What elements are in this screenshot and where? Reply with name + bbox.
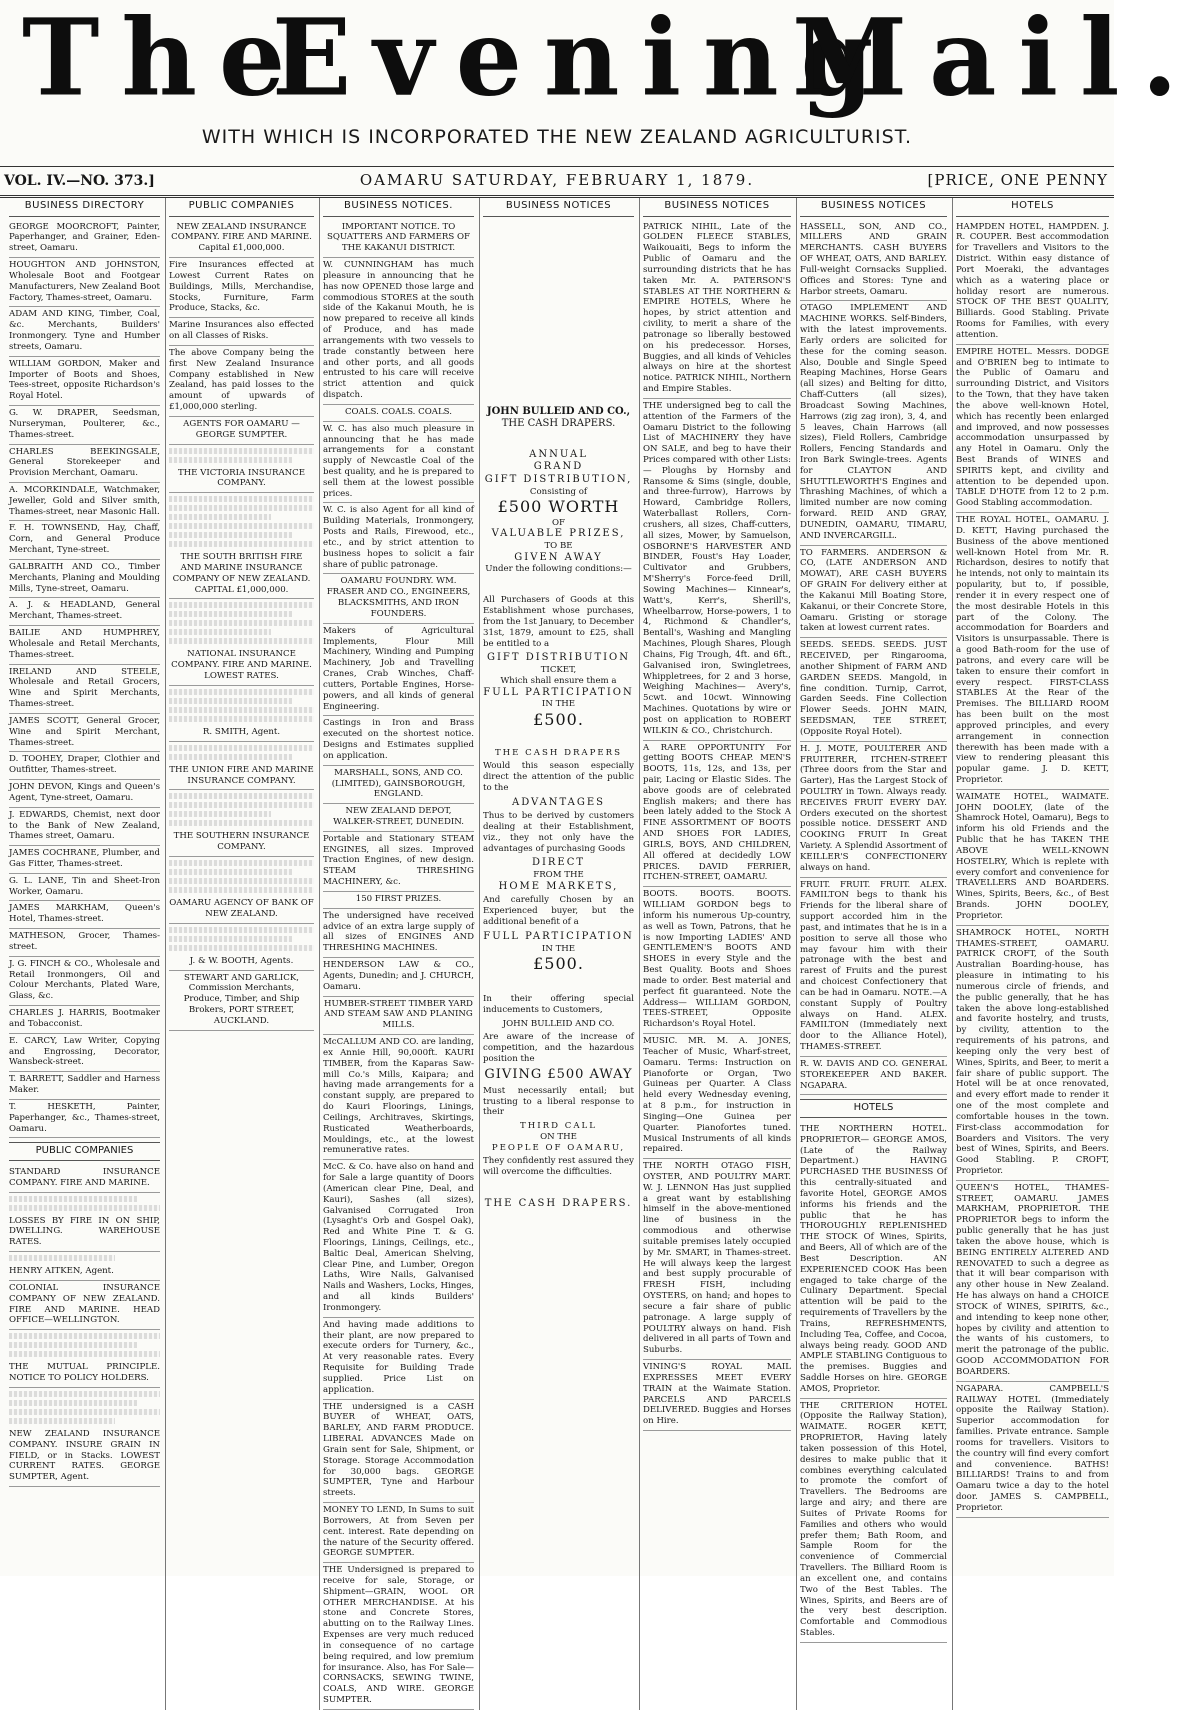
faded-print: [169, 532, 292, 538]
column-heading: BUSINESS NOTICES: [643, 198, 791, 217]
company-notice: STEWART AND GARLICK, Commission Merchants, Produce, Timber, and Ship Brokers, PORT STREET, AUCKLAND.: [169, 971, 314, 1031]
directory-entry: G. W. DRAPER, Seedsman, Nurseryman, Poulterer, &c., Thames-street.: [9, 406, 160, 444]
notice: HUMBER-STREET TIMBER YARD AND STEAM SAW AND PLANING MILLS.: [323, 997, 474, 1035]
notice: MARSHALL, SONS, AND CO. (LIMITED), GAINSBOROUGH, ENGLAND.: [323, 766, 474, 804]
directory-entry: JAMES SCOTT, General Grocer, Wine and Spirit Merchant, Thames-street.: [9, 714, 160, 752]
ad-line: PEOPLE OF OAMARU,: [491, 1142, 626, 1153]
ad-line: FROM THE: [533, 870, 584, 880]
notice: HASSELL, SON, AND CO., MILLERS AND GRAIN MERCHANTS. CASH BUYERS OF WHEAT, OATS, AND BARLEY. Full-weight Cornsacks Supplied. Offices and Stores: Tyne and Harbor streets, Oamaru.: [800, 220, 947, 302]
company-notice: NEW ZEALAND INSURANCE COMPANY. INSURE GRAIN IN FIELD, or in Stacks. LOWEST CURRENT RATES. GEORGE SUMPTER, Agent.: [9, 1427, 160, 1487]
masthead-word-the: The: [22, 0, 308, 121]
directory-entry: WILLIAM GORDON, Maker and Importer of Boots and Shoes, Tees-street, opposite Richardson's Royal Hotel.: [9, 357, 160, 406]
notice: W. C. is also Agent for all kind of Building Materials, Ironmongery, Posts and Rails, Firewood, etc., etc., and by strict attention to business hopes to solicit a fair share of public patronage.: [323, 503, 474, 574]
faded-print: [9, 1205, 160, 1211]
directory-entry: J. EDWARDS, Chemist, next door to the Bank of New Zealand, Thames street, Oamaru.: [9, 808, 160, 846]
notice: The undersigned have received advice of an extra large supply of all sizes of ENGINES AND THRESHING MACHINES.: [323, 909, 474, 958]
ad-line: OF: [551, 517, 565, 528]
column-business-notices-2: [479, 198, 637, 1710]
notice: McCALLUM AND CO. are landing, ex Annie Hill, 90,000ft. KAURI TIMBER, from the Kaparas Saw-mill Co.'s Mills, Kaipara; and having made arrangements for a constant supply, are prepared to do Kauri Floorings, Linings, Ceilings, Architraves, Skirtings, Rusticated Weatherboards, Mouldings, etc., at the lowest remunerative rates.: [323, 1035, 474, 1160]
faded-print: [9, 1409, 160, 1415]
ad-line: Consisting of: [529, 486, 588, 497]
faded-print: [169, 820, 314, 826]
column-heading: BUSINESS NOTICES.: [323, 198, 474, 217]
notice: HENDERSON LAW & CO., Agents, Dunedin; and J. CHURCH, Oamaru.: [323, 958, 474, 996]
faded-print: [9, 1333, 160, 1339]
notice: Makers of Agricultural Implements, Flour Mill Machinery, Winding and Pumping Machinery, Job and Travelling Cranes, Crab Winches, Chaff-cutters, Portable Engines, Horse-powers, and all kinds of general Engineering.: [323, 624, 474, 717]
ad-paragraph: Would this season especially direct the attention of the public to the: [483, 761, 634, 793]
company-notice: THE MUTUAL PRINCIPLE. NOTICE TO POLICY HOLDERS.: [9, 1360, 160, 1388]
directory-entry: BAILIE AND HUMPHREY, Wholesale and Retail Merchants, Thames-street.: [9, 626, 160, 664]
company-notice: COLONIAL INSURANCE COMPANY OF NEW ZEALAND. FIRE AND MARINE. HEAD OFFICE—WELLINGTON.: [9, 1281, 160, 1330]
notice: NEW ZEALAND DEPOT, WALKER-STREET, DUNEDIN.: [323, 804, 474, 832]
ad-line: VALUABLE PRIZES,: [491, 528, 626, 540]
advertiser-name: JOHN BULLEID AND CO.,: [486, 405, 631, 417]
issue-price: [PRICE, ONE PENNY: [927, 171, 1108, 189]
hotel-notice: THE ROYAL HOTEL, OAMARU. J. D. KETT, Having purchased the Business of the above mentioned well-known Hotel from Mr. R. Richardson, desires to notify that he intends, not only to maintain its popularity, but to, if possible, render it in every respect one of the most desirable Hotels in this part of the Colony. The accommodation for Boarders and Visitors is unsurpassable. There is a good Bath-room for the use of patrons, and every care will be taken to ensure their comfort in every respect. FIRST-CLASS STABLES At the Rear of the Premises. The BILLIARD ROOM has been built on the most approved principles, and every arrangement in connection therewith has been made with a view to rendering pleasant this popular game. J. D. KETT, Proprietor.: [956, 513, 1109, 790]
ad-line: GIFT DISTRIBUTION: [486, 652, 631, 664]
ad-paragraph: All Purchasers of Goods at this Establishment whose purchases, from the 1st January, to December 31st, 1879, amount to £25, shall be entitled to a: [483, 595, 634, 649]
notice: MUSIC. MR. M. A. JONES, Teacher of Music, Wharf-street, Oamaru. Terms: Instruction on Pianoforte or Organ, Two Guineas per Quarter. A Class held every Wednesday evening, at 8 p.m., for instruction in Singing—One Guinea per Quarter. Pianofortes tuned. Musical Instruments of all kinds repaired.: [643, 1034, 791, 1159]
notice: IMPORTANT NOTICE. TO SQUATTERS AND FARMERS OF THE KAKANUI DISTRICT.: [323, 220, 474, 258]
faded-print: [169, 793, 314, 799]
ad-line: Which shall ensure them a: [500, 675, 617, 686]
hotel-notice: HAMPDEN HOTEL, HAMPDEN. J. R. COUPER. Best accommodation for Travellers and Visitors to the District. Within easy distance of Port Moeraki, the advantages which as a watering place or holiday resort are numerous. STOCK OF THE BEST QUALITY, Billiards. Good Stabling. Private Rooms for Families, with every attention.: [956, 220, 1109, 345]
ad-paragraph: In their offering special inducements to Customers,: [483, 994, 634, 1016]
notice: Castings in Iron and Brass executed on the shortest notice. Designs and Estimates supplied on application.: [323, 716, 474, 765]
directory-entry: JAMES MARKHAM, Queen's Hotel, Thames-street.: [9, 901, 160, 929]
directory-entry: ADAM AND KING, Timber, Coal, &c. Merchants, Builders' Ironmongery. Tyne and Humber streets, Oamaru.: [9, 307, 160, 356]
company-notice: HENRY AITKEN, Agent.: [9, 1264, 160, 1281]
column-business-notices-4: [796, 198, 950, 1710]
columns: [6, 198, 1110, 1706]
ad-line: FULL PARTICIPATION: [483, 930, 634, 942]
hotel-notice: SHAMROCK HOTEL, NORTH THAMES-STREET, OAMARU. PATRICK CROFT, of the South Australian Boarding-house, has pleasure in intimating to his numerous circle of friends, and the public generally, that he has taken the above long-established and favorite hostelry, and trusts, by civility, attention to the requirements of his patrons, and keeping only the very best of Wines, Spirits, and Beer, to merit a fair share of public support. The Hotel will be at once renovated, and every effort made to render it one of the most complete and comfortable houses in the town. First-class accommodation for Boarders and Visitors. The very best of Wines, Spirits, and Beers. Good Stabling. P. CROFT, Proprietor.: [956, 926, 1109, 1181]
faded-print: [169, 620, 314, 626]
ad-line: GIFT DISTRIBUTION,: [484, 473, 633, 485]
faded-print: [169, 611, 292, 617]
column-business-notices-3: [639, 198, 794, 1710]
company-notice: Marine Insurances also effected on all Classes of Risks.: [169, 318, 314, 346]
column-business-notices-1: [319, 198, 477, 1710]
column-business-directory: [6, 198, 163, 1710]
hotel-notice: THE NORTHERN HOTEL. PROPRIETOR— GEORGE AMOS, (Late of the Railway Department.) HAVING PURCHASED THE BUSINESS Of this centrally-situated and favorite Hotel, GEORGE AMOS informs his friends and the public that he has THOROUGHLY REPLENISHED THE STOCK Of Wines, Spirits, and Beers, All of which are of the Best Description. AN EXPERIENCED COOK Has been engaged to take charge of the Culinary Department. Special attention will be paid to the requirements of Travellers by the Trains, REFRESHMENTS, Including Tea, Coffee, and Cocoa, always being ready. GOOD AND AMPLE STABLING Contiguous to the premises. Buggies and Saddle Horses on hire. GEORGE AMOS, Proprietor.: [800, 1122, 947, 1399]
directory-entry: JOHN DEVON, Kings and Queen's Agent, Tyne-street, Oamaru.: [9, 780, 160, 808]
masthead: [0, 0, 1200, 160]
notice: 150 FIRST PRIZES.: [323, 892, 474, 909]
notice: OTAGO IMPLEMENT AND MACHINE WORKS. Self-Binders, with the latest improvements. Early orders are solicited for these for the coming season. Also, Double and Single Speed Reaping Machines, Horse Gears (all sizes) and Belting for ditto, Chaff-Cutters (all sizes), Broadcast Sowing Machines, Harrows (zig zag iron), 3, 4, and 5 leaves, Chain Harrows (all sizes), Field Rollers, Cambridge Rollers, Fencing Standards and Iron Bark Swingle-trees. Agents for CLAYTON AND SHUTTLEWORTH'S Engines and Thrashing Machines, of which a limited number are now coming forward. REID AND GRAY, DUNEDIN, OAMARU, TIMARU, AND INVERCARGILL.: [800, 301, 947, 545]
notice: COALS. COALS. COALS.: [323, 405, 474, 422]
notice: W. CUNNINGHAM has much pleasure in announcing that he has now OPENED those large and commodious STORES at the south side of the Kakanui Mouth, he is now prepared to receive all kinds of Produce, and has made arrangements with two vessels to trade constantly between here and other ports, and all goods entrusted to his care will receive strict attention and quick dispatch.: [323, 258, 474, 405]
hotel-notice: WAIMATE HOTEL, WAIMATE. JOHN DOOLEY, (late of the Shamrock Hotel, Oamaru), Begs to inform his old Friends and the Public that he has TAKEN THE ABOVE WELL-KNOWN HOSTELRY, Which is replete with every comfort and convenience for TRAVELLERS AND BOARDERS. Wines, Spirits, Beers, &c., of Best Brands. JOHN DOOLEY, Proprietor.: [956, 790, 1109, 926]
faded-print: [169, 754, 292, 760]
ad-paragraph: And carefully Chosen by an Experienced buyer, but the additional benefit of a: [483, 895, 634, 928]
faded-print: [169, 638, 314, 644]
notice: Portable and Stationary STEAM ENGINES, all sizes. Improved Traction Engines, of new design. STEAM THRESHING MACHINERY, &c.: [323, 832, 474, 892]
column-heading: BUSINESS NOTICES: [483, 198, 634, 217]
notice: BOOTS. BOOTS. BOOTS. WILLIAM GORDON begs to inform his numerous Up-country, as well as Town, Patrons, that he is now Importing LADIES' AND GENTLEMEN'S BOOTS AND SHOES in every Style and the Best Quality. Boots and Shoes made to order. Best material and perfect fit guaranteed. Note the Address— WILLIAM GORDON, TEES-STREET, Opposite Richardson's Royal Hotel.: [643, 887, 791, 1034]
masthead-title: [22, 0, 1200, 121]
ad-paragraph: Are aware of the increase of competition, and the hazardous position the: [483, 1031, 634, 1064]
masthead-word-evening: Evening: [272, 0, 896, 121]
advertiser-tagline: THE CASH DRAPERS.: [501, 418, 616, 430]
section-heading: HOTELS: [800, 1099, 947, 1118]
notice: A RARE OPPORTUNITY For getting BOOTS CHEAP. MEN'S BOOTS, 11s, 12s, and 13s, per pair, Lacing or Elastic Sides. The above goods are of celebrated English makers; and there has been lately added to the Stock A FINE ASSORTMENT OF BOOTS AND SHOES FOR LADIES, GIRLS, BOYS, AND CHILDREN, All offered at decidedly LOW PRICES. DAVID FERRIER, ITCHEN-STREET, OAMARU.: [643, 741, 791, 888]
faded-print: [169, 811, 271, 817]
ad-line: JOHN BULLEID AND CO.: [502, 1019, 615, 1030]
notice: THE NORTH OTAGO FISH, OYSTER, AND POULTRY MART. W. J. LENNON Has just supplied a great want by establishing himself in the above-mentioned line of business in the commodious and otherwise suitable premises lately occupied by Mr. SMART, in Thames-street. He will always keep the largest and best supply procurable of FRESH FISH, including OYSTERS, on hand; and hopes to secure a fair share of public patronage. A large supply of POULTRY always on hand. Fish delivered in all parts of Town and Suburbs.: [643, 1159, 791, 1360]
faded-print: [169, 698, 292, 704]
directory-entry: T. HESKETH, Painter, Paperhanger, &c., Thames-street, Oamaru.: [9, 1100, 160, 1138]
faded-print: [9, 1255, 115, 1261]
faded-print: [9, 1391, 160, 1397]
ad-line: IN THE: [541, 943, 576, 954]
faded-print: [169, 457, 292, 463]
faded-print: [169, 689, 314, 695]
notice: TO FARMERS. ANDERSON & CO, (LATE ANDERSON AND MOWAT), ARE CASH BUYERS OF GRAIN For delivery either at the Kakanui Mill Boating Store, Kakanui, or their Concrete Store, Oamaru. Gristing or storage taken at lowest current rates.: [800, 546, 947, 639]
column-heading: PUBLIC COMPANIES: [169, 198, 314, 217]
notice: W. C. has also much pleasure in announcing that he has made arrangements for a constant supply of Newcastle Coal of the best quality, and he is prepared to sell them at the lowest possible prices.: [323, 422, 474, 504]
directory-entry: JAMES COCHRANE, Plumber, and Gas Fitter, Thames-street.: [9, 846, 160, 874]
directory-entry: GALBRAITH AND CO., Timber Merchants, Planing and Moulding Mills, Tyne-street, Oamaru.: [9, 560, 160, 598]
faded-print: [169, 541, 314, 547]
faded-print: [169, 716, 314, 722]
ad-paragraph: Must necessarily entail; but trusting to a liberal response to their: [483, 1085, 634, 1118]
directory-entry: D. TOOHEY, Draper, Clothier and Outfitter, Thames-street.: [9, 752, 160, 780]
company-notice: AGENTS FOR OAMARU — GEORGE SUMPTER.: [169, 417, 314, 445]
dateline: [0, 166, 1114, 198]
directory-entry: T. BARRETT, Saddler and Harness Maker.: [9, 1072, 160, 1100]
faded-print: [169, 945, 314, 951]
faded-print: [169, 878, 314, 884]
ad-line: £500.: [533, 954, 584, 974]
column-hotels: [952, 198, 1112, 1710]
notice: VINING'S ROYAL MAIL EXPRESSES MEET EVERY TRAIN at the Waimate Station. PARCELS AND PARCELS DELIVERED. Buggies and Horses on Hire.: [643, 1360, 791, 1431]
directory-entry: CHARLES BEEKINGSALE, General Storekeeper and Provision Merchant, Oamaru.: [9, 445, 160, 483]
directory-entry: GEORGE MOORCROFT, Painter, Paperhanger, and Grainer, Eden-street, Oamaru.: [9, 220, 160, 258]
column-heading: BUSINESS NOTICES: [800, 198, 947, 217]
faded-print: [169, 802, 314, 808]
directory-entry: CHARLES J. HARRIS, Bootmaker and Tobacconist.: [9, 1006, 160, 1034]
directory-entry: A. MCORKINDALE, Watchmaker, Jeweller, Gold and Silver smith, Thames-street, near Masonic Hall.: [9, 483, 160, 521]
faded-print: [169, 448, 314, 454]
masthead-word-mail: Mail.: [792, 0, 1200, 121]
notice: MONEY TO LEND, In Sums to suit Borrowers, At from Seven per cent. interest. Rate depending on the nature of the Security offered. GEORGE SUMPTER.: [323, 1503, 474, 1563]
notice: And having made additions to their plant, are now prepared to execute orders for Turnery, &c., At very reasonable rates. Every Requisite for Building Trade supplied. Price List on application.: [323, 1318, 474, 1400]
spacer: [483, 220, 634, 406]
issue-date: OAMARU SATURDAY, FEBRUARY 1, 1879.: [359, 171, 755, 189]
ad-line: FULL PARTICIPATION: [483, 686, 634, 698]
ad-paragraph: They confidently rest assured they will overcome the difficulties.: [483, 1155, 634, 1177]
ad-line: HOME MARKETS,: [498, 880, 619, 892]
notice: THE undersigned beg to call the attention of the Farmers of the Oamaru District to the following List of MACHINERY they have ON SALE, and beg to have their Prices compared with other Lists:— Ploughs by Hornsby and Ransome & Sims (single, double, and three-furrow), Harrows by Howard, Cambridge Rollers, Waterballast Rollers, Corn-crushers, all sizes, Chaff-cutters, all sizes, Mower, by Samuelson, OSBORNE'S HARVESTER AND BINDER, Foust's Hay Loader, Cultivator and Grubbers, M'Sherry's Force-feed Drill, Sowing Machines— Kinnear's, Watt's, Kerr's, Sherill's, Wheelbarrow, Horse-powers, 1 to 4, Richmond & Chandler's, Bentall's, Washing and Mangling Machines, Plough Shares, Plough Chains, Fig Trough, 4ft. and 6ft., Galvanised iron, Swingletrees, Whippletrees, for 2 and 3 horse, Weighing Machines— Avery's, 5cwt. and 10cwt. Winnowing Machines. Quotations by wire or post on application to ROBERT WILKIN & CO., Christchurch.: [643, 399, 791, 741]
company-notice: OAMARU AGENCY OF BANK OF NEW ZEALAND.: [169, 896, 314, 924]
notice: PATRICK NIHIL, Late of the GOLDEN FLEECE STABLES, Waikouaiti, Begs to inform the Public of Oamaru and the surrounding districts that he has taken Mr. A. PATERSON'S STABLES AT THE NORTHERN & EMPIRE HOTELS, Where he hopes, by strict attention and civility, to merit a share of the patronage so liberally bestowed on his predecessor. Horses, Buggies, and all kinds of Vehicles always on hire at the shortest notice. PATRICK NIHIL, Northern and Empire Stables.: [643, 220, 791, 399]
directory-entry: IRELAND AND STEELE, Wholesale and Retail Grocers, Wine and Spirit Merchants, Thames-street.: [9, 665, 160, 714]
company-notice: R. SMITH, Agent.: [169, 725, 314, 742]
ad-line: THE CASH DRAPERS: [494, 748, 623, 759]
company-notice: LOSSES BY FIRE IN ON SHIP, DWELLING. WAREHOUSE RATES.: [9, 1214, 160, 1252]
company-notice: NATIONAL INSURANCE COMPANY. FIRE AND MARINE. LOWEST RATES.: [169, 647, 314, 685]
faded-print: [169, 523, 314, 529]
ad-line: ANNUAL: [529, 448, 588, 460]
column-heading: BUSINESS DIRECTORY: [9, 198, 160, 217]
faded-print: [9, 1342, 137, 1348]
ad-line: £500.: [533, 710, 584, 730]
volume-number: VOL. IV.—NO. 373.]: [4, 173, 155, 189]
directory-entry: F. H. TOWNSEND, Hay, Chaff, Corn, and General Produce Merchant, Tyne-street.: [9, 521, 160, 559]
notice: SEEDS. SEEDS. SEEDS. JUST RECEIVED, per Ringarooma, another Shipment of FARM AND GARDEN SEEDS. Mangold, in fine condition. Turnip, Carrot, Garden Seeds. Fine Collection Flower Seeds. JOHN MAIN, SEEDSMAN, TEE STREET, (Opposite Royal Hotel).: [800, 638, 947, 741]
ad-line: GRAND: [533, 461, 584, 473]
directory-entry: A. J. & HEADLAND, General Merchant, Thames-street.: [9, 598, 160, 626]
directory-entry: G. L. LANE, Tin and Sheet-Iron Worker, Oamaru.: [9, 874, 160, 902]
notice: R. W. DAVIS AND CO. GENERAL STOREKEEPER AND BAKER. NGAPARA.: [800, 1057, 947, 1095]
ad-line: THE CASH DRAPERS.: [484, 1198, 633, 1210]
column-heading: HOTELS: [956, 198, 1109, 217]
faded-print: [169, 629, 271, 635]
ad-line: DIRECT: [531, 857, 586, 869]
faded-print: [169, 505, 314, 511]
notice: McC. & Co. have also on hand and for Sale a large quantity of Doors (American clear Pine, Deal, and Kauri), Sashes (all sizes), Galvanised Corrugated Iron (Lysaght's Orb and Gospel Oak), Red and White Pine T. & G. Floorings, Linings, Ceilings, etc., Baltic Deal, American Shelving, Clear Pine, and Lumber, Oregon Laths, Wire Nails, Galvanised Nails and Washers, Locks, Hinges, and all kinds Builders' Ironmongery.: [323, 1160, 474, 1318]
ad-line: Under the following conditions:—: [485, 564, 632, 575]
notice: THE undersigned is a CASH BUYER of WHEAT, OATS, BARLEY, AND FARM PRODUCE. LIBERAL ADVANCES Made on Grain sent for Sale, Shipment, or Storage. Storage Accommodation for 30,000 bags. GEORGE SUMPTER, Tyne and Harbour streets.: [323, 1400, 474, 1503]
notice: H. J. MOTE, POULTERER AND FRUITERER, ITCHEN-STREET (Three doors from the Star and Garter), Has the Largest Stock of POULTRY in Town. Always ready. RECEIVES FRUIT EVERY DAY. Orders executed on the shortest possible notice. DESSERT AND COOKING FRUIT In Great Variety. A Splendid Assortment of KEILLER'S CONFECTIONERY always on hand.: [800, 742, 947, 878]
faded-print: [169, 602, 314, 608]
faded-print: [169, 936, 292, 942]
company-notice: Fire Insurances effected at Lowest Current Rates on Buildings, Mills, Merchandise, Stocks, Furniture, Farm Produce, Stacks, &c.: [169, 258, 314, 318]
notice: OAMARU FOUNDRY. WM. FRASER AND CO., ENGINEERS, BLACKSMITHS, AND IRON FOUNDERS.: [323, 574, 474, 623]
directory-entry: MATHESON, Grocer, Thames-street.: [9, 929, 160, 957]
ad-line: ON THE: [540, 1132, 577, 1143]
company-notice: THE UNION FIRE AND MARINE INSURANCE COMPANY.: [169, 763, 314, 791]
notice: THE Undersigned is prepared to receive for sale, Storage, or Shipment—GRAIN, WOOL OR OTHER MERCHANDISE. At his stone and Concrete Stores, abutting on to the Railway Lines. Expenses are very much reduced in consequence of no cartage being required, and low premium for insurance. Also, has For Sale— CORNSACKS, SEWING TWINE, COALS, AND WIRE. GEORGE SUMPTER.: [323, 1563, 474, 1710]
hotel-notice: NGAPARA. CAMPBELL'S RAILWAY HOTEL (Immediately opposite the Railway Station). Superior accommodation for families. Private entrance. Sample rooms for travellers. Visitors to the country will find every comfort and convenience. BATHS! BILLIARDS! Trains to and from Oamaru twice a day to the hotel door. JAMES S. CAMPBELL, Proprietor.: [956, 1382, 1109, 1518]
company-notice: The above Company being the first New Zealand Insurance Company established in New Zealand, has paid losses to the amount of upwards of £1,000,000 sterling.: [169, 346, 314, 417]
ad-line: TO BE: [544, 540, 573, 551]
ad-line: THIRD CALL: [520, 1121, 597, 1132]
notice: FRUIT. FRUIT. FRUIT. ALEX. FAMILTON begs to thank his Friends for the liberal share of support accorded him in the past, and intimates that he is in a position to serve all those who may favour him with their patronage with the best and rarest of Fruits and the purest and choicest Confectionery that can be had in Oamaru. NOTE.—A constant Supply of Poultry always on Hand. ALEX. FAMILTON (Immediately next door to the Alliance Hotel), THAMES-STREET.: [800, 878, 947, 1057]
faded-print: [9, 1400, 137, 1406]
hotel-notice: QUEEN'S HOTEL, THAMES-STREET, OAMARU. JAMES MARKHAM, PROPRIETOR. THE PROPRIETOR begs to inform the public generally that he has just taken the above house, which is BEING ENTIRELY ALTERED AND RENOVATED to such a degree as that it will bear comparison with any other house in New Zealand. He has always on hand a CHOICE STOCK of WINES, SPIRITS, &c., and intending to keep none other, hopes by civility and attention to the wants of his customers, to merit the patronage of the public. GOOD ACCOMMODATION FOR BOARDERS.: [956, 1181, 1109, 1382]
faded-print: [169, 927, 314, 933]
ad-paragraph: Thus to be derived by customers dealing at their Establishment, viz., they not only have the advantages of purchasing Goods: [483, 811, 634, 854]
ad-line: TICKET,: [540, 664, 577, 675]
column-public-companies: [165, 198, 317, 1710]
company-notice: THE SOUTH BRITISH FIRE AND MARINE INSURANCE COMPANY OF NEW ZEALAND. CAPITAL £1,000,000.: [169, 550, 314, 599]
ad-line: GIVEN AWAY: [514, 551, 603, 563]
faded-print: [9, 1418, 115, 1424]
hotel-notice: THE CRITERION HOTEL (Opposite the Railway Station), WAIMATE. ROGER KETT, PROPRIETOR, Having lately taken possession of this Hotel, desires to make public that it combines everything calculated to promote the comfort of Travellers. The Bedrooms are large and airy; and there are Suites of Private Rooms for Families and others who would prefer them; Bath Room, and Sample Room for the convenience of Commercial Travellers. The Billiard Room is an excellent one, and contains Two of the Best Tables. The Wines, Spirits, and Beers are of the very best description. Comfortable and Commodious Stables.: [800, 1399, 947, 1643]
faded-print: [169, 887, 314, 893]
ad-line: £500 WORTH: [497, 497, 620, 517]
ad-line: IN THE: [541, 699, 576, 710]
company-notice: J. & W. BOOTH, Agents.: [169, 954, 314, 971]
ad-line: GIVING £500 AWAY: [484, 1067, 633, 1083]
faded-print: [169, 514, 271, 520]
faded-print: [169, 860, 314, 866]
faded-print: [169, 745, 314, 751]
faded-print: [169, 869, 292, 875]
directory-entry: E. CARCY, Law Writer, Copying and Engrossing, Decorator, Wansbeck-street.: [9, 1034, 160, 1072]
section-heading: PUBLIC COMPANIES: [9, 1142, 160, 1161]
company-notice: THE SOUTHERN INSURANCE COMPANY.: [169, 829, 314, 857]
directory-entry: J. G. FINCH & CO., Wholesale and Retail Ironmongers, Oil and Colour Merchants, Plated Ware, Glass, &c.: [9, 957, 160, 1006]
faded-print: [9, 1351, 160, 1357]
faded-print: [9, 1196, 137, 1202]
company-notice: NEW ZEALAND INSURANCE COMPANY. FIRE AND MARINE. Capital £1,000,000.: [169, 220, 314, 258]
masthead-subtitle: WITH WHICH IS INCORPORATED THE NEW ZEALAND AGRICULTURIST.: [201, 126, 913, 148]
hotel-notice: EMPIRE HOTEL. Messrs. DODGE and O'BRIEN beg to intimate to the Public of Oamaru and surrounding District, and Visitors to the Town, that they have taken the above well-known Hotel, which has recently been enlarged and improved, and now possesses accommodation unsurpassed by any Hotel in Oamaru. Only the Best Brands of WINES and SPIRITS kept, and civility and attention to be depended upon. TABLE D'HOTE from 12 to 2 p.m. Good Stabling accommodation.: [956, 345, 1109, 513]
company-notice: STANDARD INSURANCE COMPANY. FIRE AND MARINE.: [9, 1165, 160, 1193]
directory-entry: HOUGHTON AND JOHNSTON, Wholesale Boot and Footgear Manufacturers, New Zealand Boot Factory, Thames-street, Oamaru.: [9, 258, 160, 307]
ad-line: ADVANTAGES: [511, 796, 606, 808]
faded-print: [169, 707, 314, 713]
company-notice: THE VICTORIA INSURANCE COMPANY.: [169, 466, 314, 494]
faded-print: [169, 496, 314, 502]
